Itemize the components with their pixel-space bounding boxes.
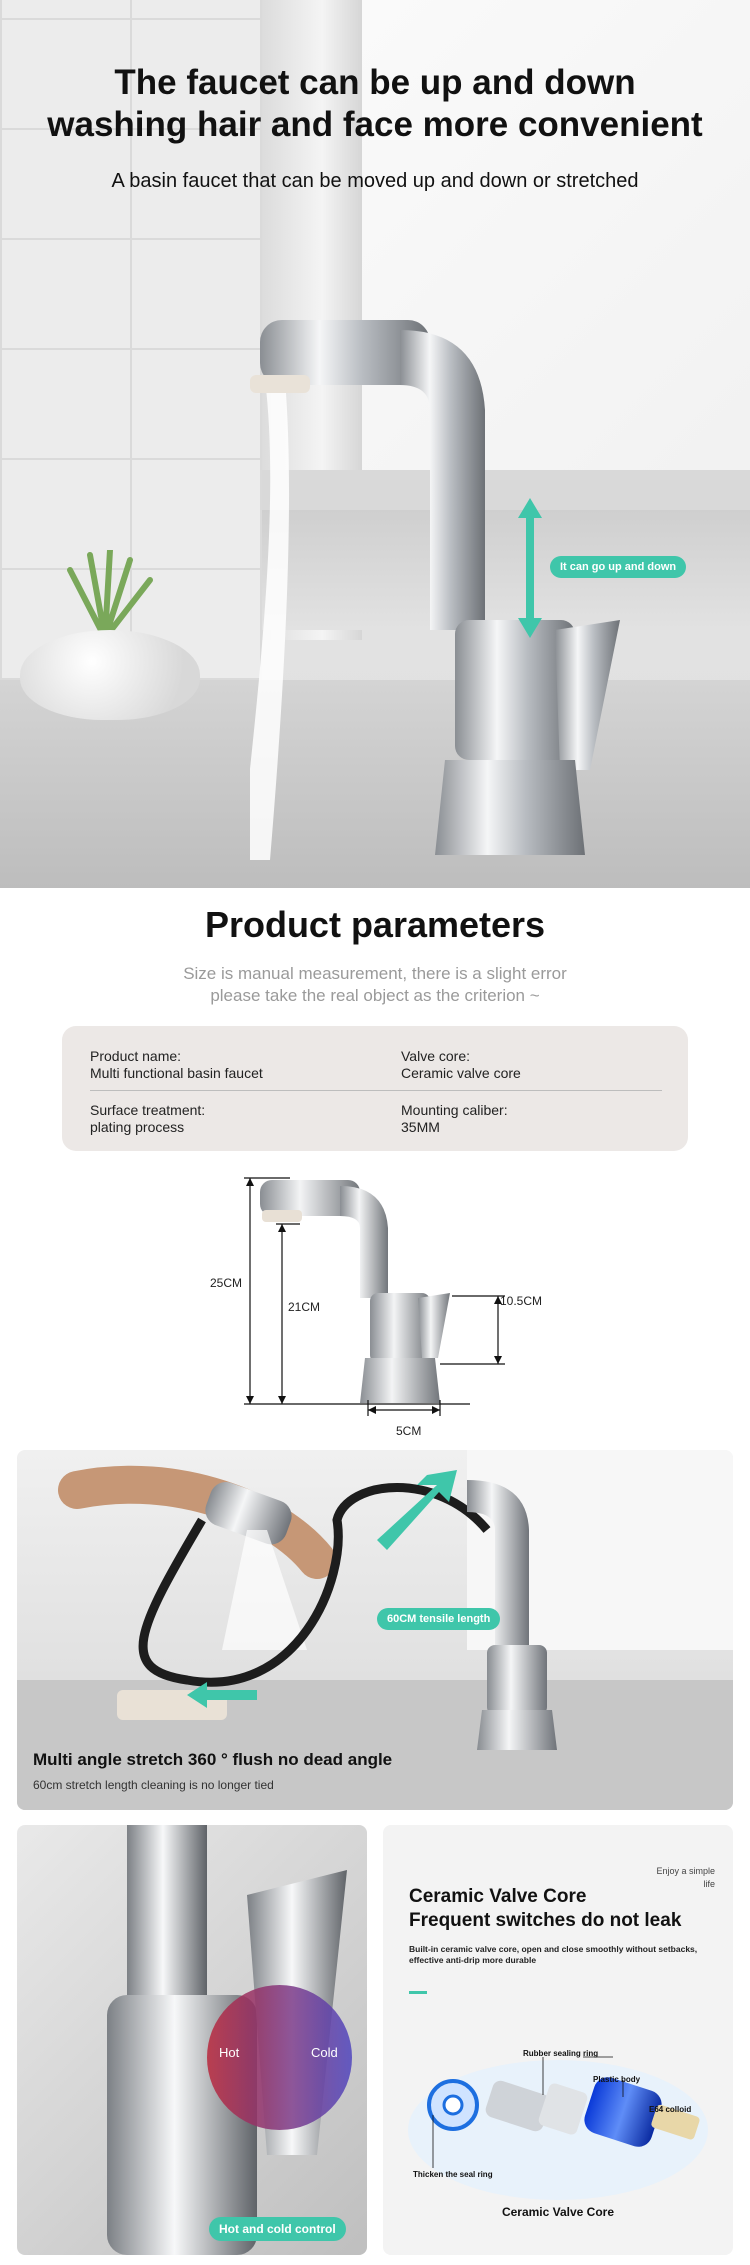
stretch-caption: Multi angle stretch 360 ° flush no dead angle bbox=[33, 1750, 393, 1769]
plant-pot bbox=[20, 630, 200, 720]
params-note: Size is manual measurement, there is a slight error please take the real object as the criterion ~ bbox=[183, 964, 567, 1005]
dim-handle-height: 10.5CM bbox=[500, 1294, 543, 1308]
cold-label: Cold bbox=[311, 2045, 338, 2060]
dim-spout-height: 21CM bbox=[288, 1300, 321, 1314]
up-down-badge: It can go up and down bbox=[550, 556, 686, 578]
dimension-diagram bbox=[200, 1168, 560, 1438]
label-plastic-body: Plastic body bbox=[593, 2075, 641, 2084]
spec-card bbox=[62, 1026, 688, 1151]
spec-mounting-caliber: Mounting caliber: 35MM bbox=[401, 1102, 508, 1135]
label-rubber-ring: Rubber sealing ring bbox=[523, 2049, 599, 2058]
hot-cold-panel bbox=[17, 1825, 367, 2255]
spec-valve-core: Valve core: Ceramic valve core bbox=[401, 1048, 521, 1081]
spec-divider bbox=[90, 1090, 662, 1091]
hero-subtitle: A basin faucet that can be moved up and down or stretched bbox=[111, 170, 639, 192]
up-down-arrow-icon bbox=[518, 498, 542, 638]
valve-title: Ceramic Valve Core Frequent switches do not leak bbox=[409, 1886, 682, 1931]
valve-core-label: Ceramic Valve Core bbox=[501, 2205, 615, 2219]
stretch-panel bbox=[17, 1450, 733, 1810]
valve-panel bbox=[383, 1825, 733, 2255]
hot-cold-badge: Hot and cold control bbox=[209, 2217, 346, 2241]
valve-exploded-image bbox=[383, 1825, 733, 2255]
hero-section bbox=[0, 0, 750, 888]
hot-label: Hot bbox=[219, 2045, 240, 2060]
plant-leaves-icon bbox=[50, 550, 160, 640]
faucet-image bbox=[250, 300, 630, 860]
params-title: Product parameters bbox=[204, 904, 546, 945]
tagline: Enjoy a simple life bbox=[656, 1866, 715, 1889]
dim-total-height: 25CM bbox=[210, 1276, 243, 1290]
stretch-subcaption: 60cm stretch length cleaning is no longer tied bbox=[33, 1778, 274, 1792]
dim-base-width: 5CM bbox=[396, 1424, 422, 1438]
label-thicken-ring: Thicken the seal ring bbox=[413, 2170, 493, 2179]
hero-title: The faucet can be up and down washing hair and face more convenient bbox=[47, 63, 703, 144]
valve-description: Built-in ceramic valve core, open and close smoothly without setbacks, effective anti-drip more durable bbox=[409, 1944, 698, 1965]
spec-product-name: Product name: Multi functional basin faucet bbox=[90, 1048, 263, 1081]
tensile-length-badge: 60CM tensile length bbox=[377, 1608, 500, 1630]
label-e64-colloid: E64 colloid bbox=[649, 2105, 692, 2114]
spec-surface-treatment: Surface treatment: plating process bbox=[90, 1102, 206, 1135]
